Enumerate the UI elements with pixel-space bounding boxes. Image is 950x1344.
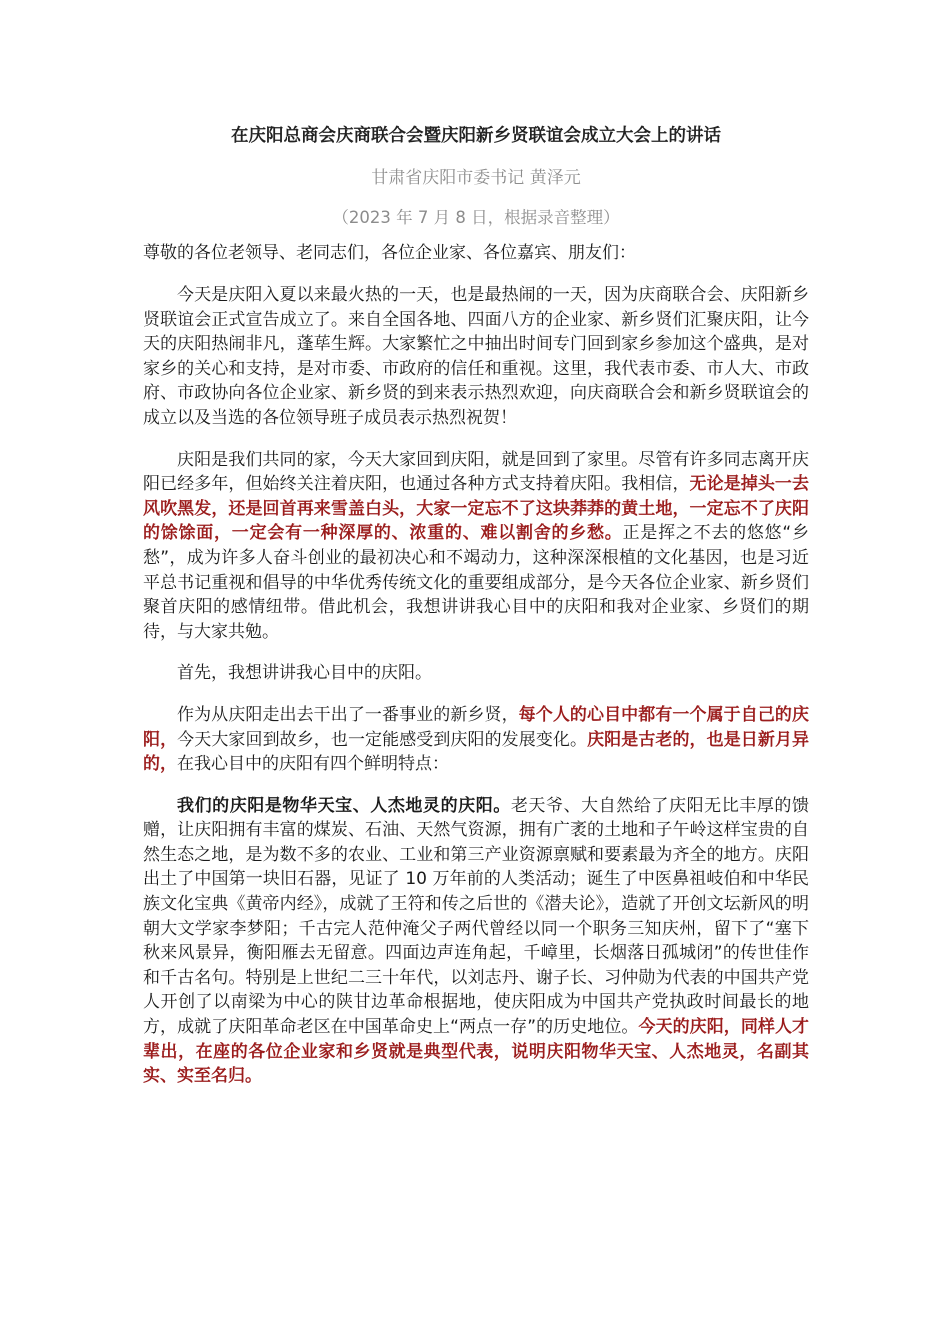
document-author: 甘肃省庆阳市委书记 黄泽元 — [371, 168, 581, 188]
document-date-note: （2023 年 7 月 8 日，根据录音整理） — [332, 208, 620, 227]
paragraph-5-text-b: 老天爷、大自然给了庆阳无比丰厚的馈赠，让庆阳拥有丰富的煤炭、石油、天然气资源，拥有广袤的土地和子午岭这样宝贵的自然生态之地，是为数不多的农业、工业和第三产业资源禀赋和要素最为齐全的地方。庆阳出土了中国第一块旧石器，见证了 10 万年前的人类活动；诞生了中医鼻祖岐伯和中华民族文化宝典《黄帝内经》，成就了王符和传之后世的《潜夫论》，造就了开创文坛新风的明朝大文学家李梦阳；千古完人范仲淹父子两代曾经以同一个职务三知庆州，留下了“塞下秋来风景异，衡阳雁去无留意。四面边声连角起，千嶂里，长烟落日孤城闭”的传世佳作和千古名句。特别是上世纪二三十年代，以刘志丹、谢子长、习仲勋为代表的中国共产党人开创了以南梁为中心的陕甘边革命根据地，使庆阳成为中国共产党执政时间最长的地方，成就了庆阳革命老区在中国革命史上“两点一存”的历史地位。 — [143, 795, 810, 1038]
document-page — [143, 118, 809, 1089]
paragraph-2-text-c: 正是挥之不去的悠悠“乡愁”，成为许多人奋斗创业的最初决心和不竭动力，这种深深根植的文化基因，也是习近平总书记重视和倡导的中华优秀传统文化的重要组成部分，是今天各位企业家、新乡贤们聚首庆阳的感情纽带。借此机会，我想讲讲我心目中的庆阳和我对企业家、乡贤们的期待，与大家共勉。 — [143, 523, 810, 642]
paragraph-4-text-e: 在我心目中的庆阳有四个鲜明特点： — [177, 754, 449, 775]
paragraph-5-lead-heading: 我们的庆阳是物华天宝、人杰地灵的庆阳。 — [177, 795, 511, 816]
paragraph-4-highlight-1: 每个人的心目中都有一个属于自己的庆阳， — [143, 704, 810, 750]
paragraph-2 — [143, 448, 809, 645]
paragraph-5-highlight: 今天的庆阳，同样人才辈出，在座的各位企业家和乡贤就是典型代表，说明庆阳物华天宝、人杰地灵，名副其实、实至名归。 — [143, 1017, 810, 1087]
paragraph-4-text-a: 作为从庆阳走出去干出了一番事业的新乡贤， — [177, 704, 519, 725]
paragraph-4-highlight-2: 庆阳是古老的，也是日新月异的， — [143, 729, 810, 775]
paragraph-2-text-a: 庆阳是我们共同的家，今天大家回到庆阳，就是回到了家里。尽管有许多同志离开庆阳已经多年，但始终关注着庆阳，也通过各种方式支持着庆阳。我相信， — [143, 449, 809, 495]
paragraph-2-highlight: 无论是掉头一去风吹黑发，还是回首再来雪盖白头，大家一定忘不了这块莽莽的黄土地，一定忘不了庆阳的馀馀面，一定会有一种深厚的、浓重的、难以割舍的乡愁。 — [143, 474, 810, 544]
paragraph-1: 今天是庆阳入夏以来最火热的一天，也是最热闹的一天，因为庆商联合会、庆阳新乡贤联谊会正式宣告成立了。来自全国各地、四面八方的企业家、新乡贤们汇聚庆阳，让今天的庆阳热闹非凡，蓬荜生辉。大家繁忙之中抽出时间专门回到家乡参加这个盛典，是对家乡的关心和支持，是对市委、市政府的信任和重视。这里，我代表市委、市人大、市政府、市政协向各位企业家、新乡贤的到来表示热烈欢迎，向庆商联合会和新乡贤联谊会的成立以及当选的各位领导班子成员表示热烈祝贺！ — [143, 285, 809, 428]
salutation: 尊敬的各位老领导、老同志们，各位企业家、各位嘉宾、朋友们： — [143, 243, 636, 263]
paragraph-4-text-c: 今天大家回到故乡，也一定能感受到庆阳的发展变化。 — [177, 729, 588, 750]
paragraph-4 — [143, 703, 809, 777]
paragraph-5 — [143, 794, 809, 1089]
paragraph-3: 首先，我想讲讲我心目中的庆阳。 — [177, 663, 432, 684]
document-title: 在庆阳总商会庆商联合会暨庆阳新乡贤联谊会成立大会上的讲话 — [231, 126, 721, 146]
